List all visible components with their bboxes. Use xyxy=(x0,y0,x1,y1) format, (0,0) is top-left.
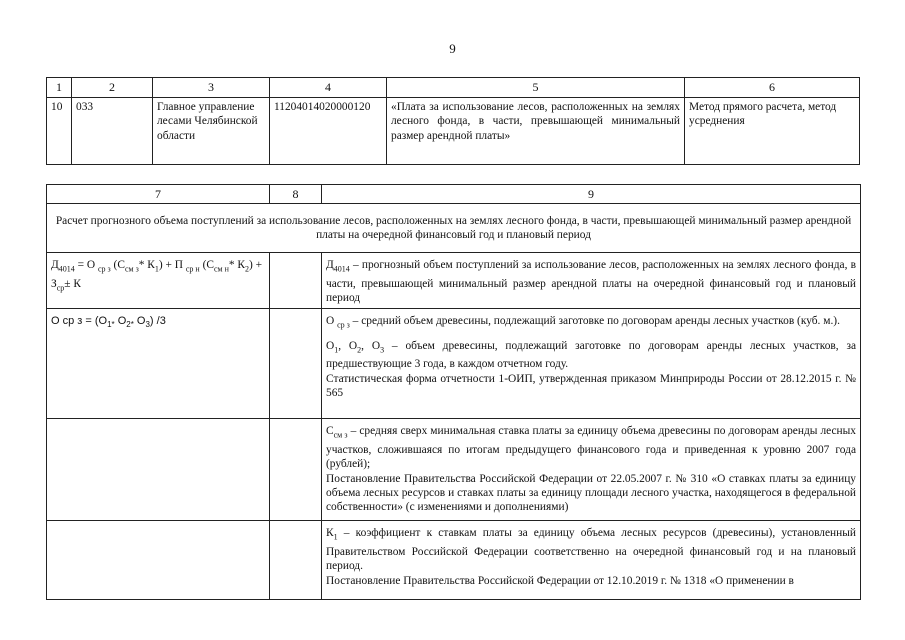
table2-header-cell: 9 xyxy=(322,185,861,204)
average-volume-formula: О ср $з = (О_{1*}$ $О_{2*}$ $О_3$) /3 xyxy=(47,309,270,419)
definition-text: – средний объем древесины, подлежащий заготовке по договорам аренды лесных участков (куб. м.). xyxy=(352,315,840,327)
revenue-name: «Плата за использование лесов, расположенных на землях лесного фонда, в части, превышающей минимальный размер арендной платы» xyxy=(387,98,685,165)
definition-d4014-text: – прогнозный объем поступлений за использование лесов, расположенных на землях лесного фонда, в части, превышающей минимальный размер арендной платы на очередной финансовый год и плановый период xyxy=(326,259,856,305)
admin-code: 033 xyxy=(72,98,153,165)
main-formula: $Д_{4014} = О$ $_{ср з}$ ($С_{см з}*$ $К_1) + П$ $_{ср н}$ ($С_{см н}*$ $К_2) + З_{ср}\pm К$ xyxy=(47,253,270,309)
table1-header-cell: 1 xyxy=(47,78,72,98)
definition-text: Постановление Правительства Российской Федерации от 12.10.2019 г. № 1318 «О применении в xyxy=(326,574,794,587)
calculation-table xyxy=(46,184,861,600)
empty-cell xyxy=(47,419,270,521)
row-number: 10 xyxy=(47,98,72,165)
table2-header-cell: 7 xyxy=(47,185,270,204)
budget-code-table xyxy=(46,77,860,165)
definition-text: Постановление Правительства Российской Федерации от 22.05.2007 г. № 310 «О ставках платы за единицу объема лесных ресурсов и ставках платы за единицу площади лесного участка, находящегося в федеральной собственности» (с изменениями и дополнениями) xyxy=(326,472,856,514)
formula-row xyxy=(47,419,861,521)
empty-cell xyxy=(47,521,270,600)
definition-d4014: $Д_{4014}$ – прогнозный объем поступлений за использование лесов, расположенных на землях лесного фонда, в части, превышающей минимальный размер арендной платы на очередной финансовый год и плановый период xyxy=(322,253,861,309)
empty-cell xyxy=(270,521,322,600)
table1-header-row xyxy=(47,78,860,98)
definition-rate: $С_{см з}$ – средняя сверх минимальная ставка платы за единицу объема древесины по договорам аренды лесных участков, сложившаяся по итогам предыдущего финансового года и приведенная к уровню 2007 года (рублей); Постановление Правительства Российской Федерации от 22.05.2007 г. № 310 «О ставках платы за единицу объема лесных ресурсов и ставках платы за единицу площади лесного участка, находящегося в федеральной собственности» (с изменениями и дополнениями) xyxy=(322,419,861,521)
page-number: 9 xyxy=(449,41,456,56)
formula-row xyxy=(47,521,861,600)
definition-text: – объем древесины, подлежащий заготовке по договорам аренды лесных участков, за предшествующие 3 года, в каждом отчетном году. xyxy=(326,339,857,371)
section-title-row xyxy=(47,204,861,253)
calculation-method: Метод прямого расчета, метод усреднения xyxy=(685,98,860,165)
table1-header-cell: 5 xyxy=(387,78,685,98)
table1-row xyxy=(47,98,860,165)
empty-cell xyxy=(270,419,322,521)
administrator-name: Главное управление лесами Челябинской области xyxy=(153,98,270,165)
empty-cell xyxy=(270,253,322,309)
table1-header-cell: 3 xyxy=(153,78,270,98)
definition-coefficient: $К_1$ – коэффициент к ставкам платы за единицу объема лесных ресурсов (древесины), установленный Правительством Российской Федерации соответственно на очередной финансовый год и на плановый период. Постановление Правительства Российской Федерации от 12.10.2019 г. № 1318 «О применении в xyxy=(322,521,861,600)
formula-row xyxy=(47,253,861,309)
definition-text: – коэффициент к ставкам платы за единицу объема лесных ресурсов (древесины), установленный Правительством Российской Федерации соответственно на очередной финансовый год и на плановый период. xyxy=(326,527,856,573)
empty-cell xyxy=(270,309,322,419)
formula-row xyxy=(47,309,861,419)
table2-header-cell: 8 xyxy=(270,185,322,204)
section-title: Расчет прогнозного объема поступлений за использование лесов, расположенных на землях лесного фонда, в части, превышающей минимальный размер арендной платы на очередной финансовый год и плановый период xyxy=(47,204,861,253)
definition-average-volume: О $_{ср з}$ – средний объем древесины, подлежащий заготовке по договорам аренды лесных участков (куб. м.). $О_1$, $О_2$, $О_3$ – объем древесины, подлежащий заготовке по договорам аренды лесных участков, за предшествующие 3 года, в каждом отчетном году. Статистическая форма отчетности 1-ОИП, утвержденная приказом Минприроды России от 28.12.2015 г. № 565 xyxy=(322,309,861,419)
table1-header-cell: 2 xyxy=(72,78,153,98)
budget-classification-code: 11204014020000120 xyxy=(270,98,387,165)
table1-header-cell: 6 xyxy=(685,78,860,98)
definition-text: Статистическая форма отчетности 1-ОИП, утвержденная приказом Минприроды России от 28.12.2015 г. № 565 xyxy=(326,372,856,400)
table2-header-row xyxy=(47,185,861,204)
definition-text: – средняя сверх минимальная ставка платы за единицу объема древесины по договорам аренды лесных участков, сложившаяся по итогам предыдущего финансового года и приведенная к уровню 2007 года (рублей); xyxy=(326,425,856,471)
table1-header-cell: 4 xyxy=(270,78,387,98)
